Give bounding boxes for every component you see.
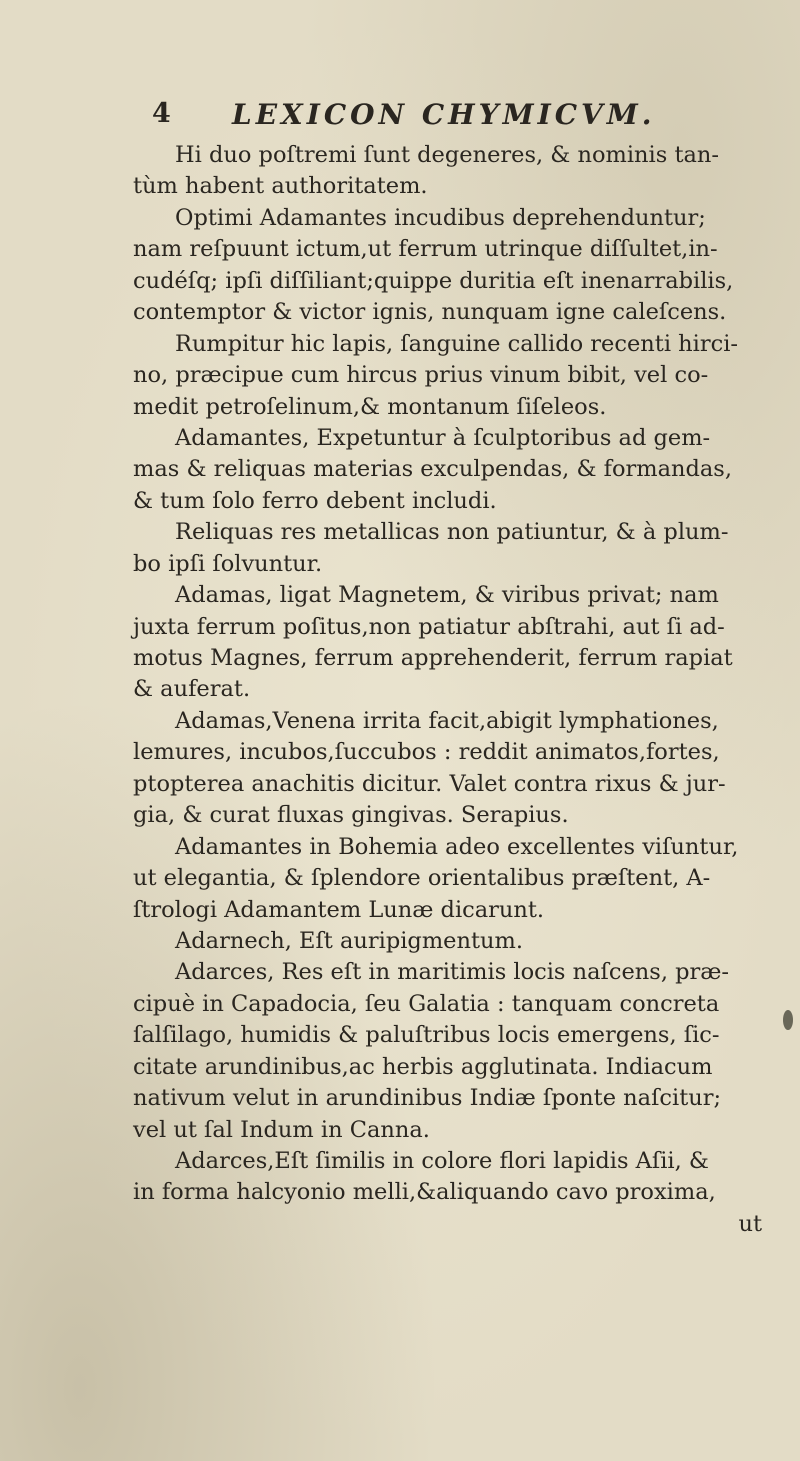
text-line: medit petroſelinum,& montanum ſiſeleos.: [133, 393, 607, 420]
text-line: motus Magnes, ferrum apprehenderit, ferrum rapiat: [133, 645, 733, 671]
catchword: ut: [738, 1210, 762, 1237]
text-line: juxta ferrum poſitus,non patiatur abſtrahi, aut ſi ad-: [133, 613, 725, 640]
text-line: Adamas,Venena irrita facit,abigit lymphationes,: [175, 707, 719, 734]
text-line: in forma halcyonio melli,&aliquando cavo proxima,: [133, 1179, 716, 1206]
text-line: cipuè in Capadocia, ſeu Galatia : tanquam concreta: [133, 990, 720, 1017]
text-line: Adarces, Res eſt in maritimis locis naſcens, præ-: [175, 959, 730, 986]
text-line: ſtrologi Adamantem Lunæ dicarunt.: [133, 896, 545, 923]
running-title: LEXICON CHYMICVM.: [232, 98, 656, 131]
text-line: nativum velut in arundinibus Indiæ ſponte naſcitur;: [133, 1085, 722, 1112]
text-line: ptopterea anachitis dicitur. Valet contra rixus & jur-: [133, 770, 726, 797]
text-line: Adamantes in Bohemia adeo excellentes viſuntur,: [175, 833, 739, 860]
text-line: lemures, incubos,ſuccubos : reddit animatos,fortes,: [133, 739, 720, 766]
text-line: Reliquas res metallicas non patiuntur, & à plum-: [175, 519, 729, 546]
text-line: nam reſpuunt ictum,ut ferrum utrinque diſſultet,in-: [133, 236, 718, 263]
text-line: bo ipſi ſolvuntur.: [133, 550, 323, 577]
text-line: Adarnech, Eſt auripigmentum.: [175, 927, 523, 954]
text-line: & tum ſolo ferro debent includi.: [133, 487, 497, 514]
text-line: ſalſilago, humidis & paluſtribus locis emergens, ſic-: [133, 1022, 720, 1049]
text-line: ut elegantia, & ſplendore orientalibus præſtent, A-: [133, 865, 711, 892]
text-line: & auferat.: [133, 676, 251, 703]
text-line: Adamas, ligat Magnetem, & viribus privat; nam: [175, 582, 719, 609]
text-line: citate arundinibus,ac herbis agglutinata. Indiacum: [133, 1053, 713, 1080]
text-line: gia, & curat fluxas gingivas. Serapius.: [133, 802, 569, 829]
text-line: Hi duo poſtremi ſunt degeneres, & nominis tan-: [175, 142, 719, 168]
ink-stain: [783, 1010, 793, 1030]
page-header: [152, 98, 752, 138]
text-line: Adarces,Eſt ſimilis in colore flori lapidis Aſii, &: [175, 1148, 709, 1174]
text-body: [133, 140, 768, 1240]
text-line: no, præcipue cum hircus prius vinum bibit, vel co-: [133, 362, 709, 389]
text-line: Optimi Adamantes incudibus deprehenduntur;: [175, 204, 706, 231]
text-line: contemptor & victor ignis, nunquam igne caleſcens.: [133, 299, 727, 326]
text-line: tùm habent authoritatem.: [133, 173, 428, 200]
page-number: 4: [152, 98, 171, 129]
text-line: mas & reliquas materias exculpendas, & formandas,: [133, 456, 733, 483]
text-line: cudéſq; ipſi diſſiliant;quippe duritia eſt inenarrabilis,: [133, 267, 734, 294]
text-line: Adamantes, Expetuntur à ſculptoribus ad gem-: [175, 424, 711, 451]
text-line: Rumpitur hic lapis, ſanguine callido recenti hirci-: [175, 330, 739, 357]
text-line: vel ut ſal Indum in Canna.: [133, 1116, 430, 1143]
